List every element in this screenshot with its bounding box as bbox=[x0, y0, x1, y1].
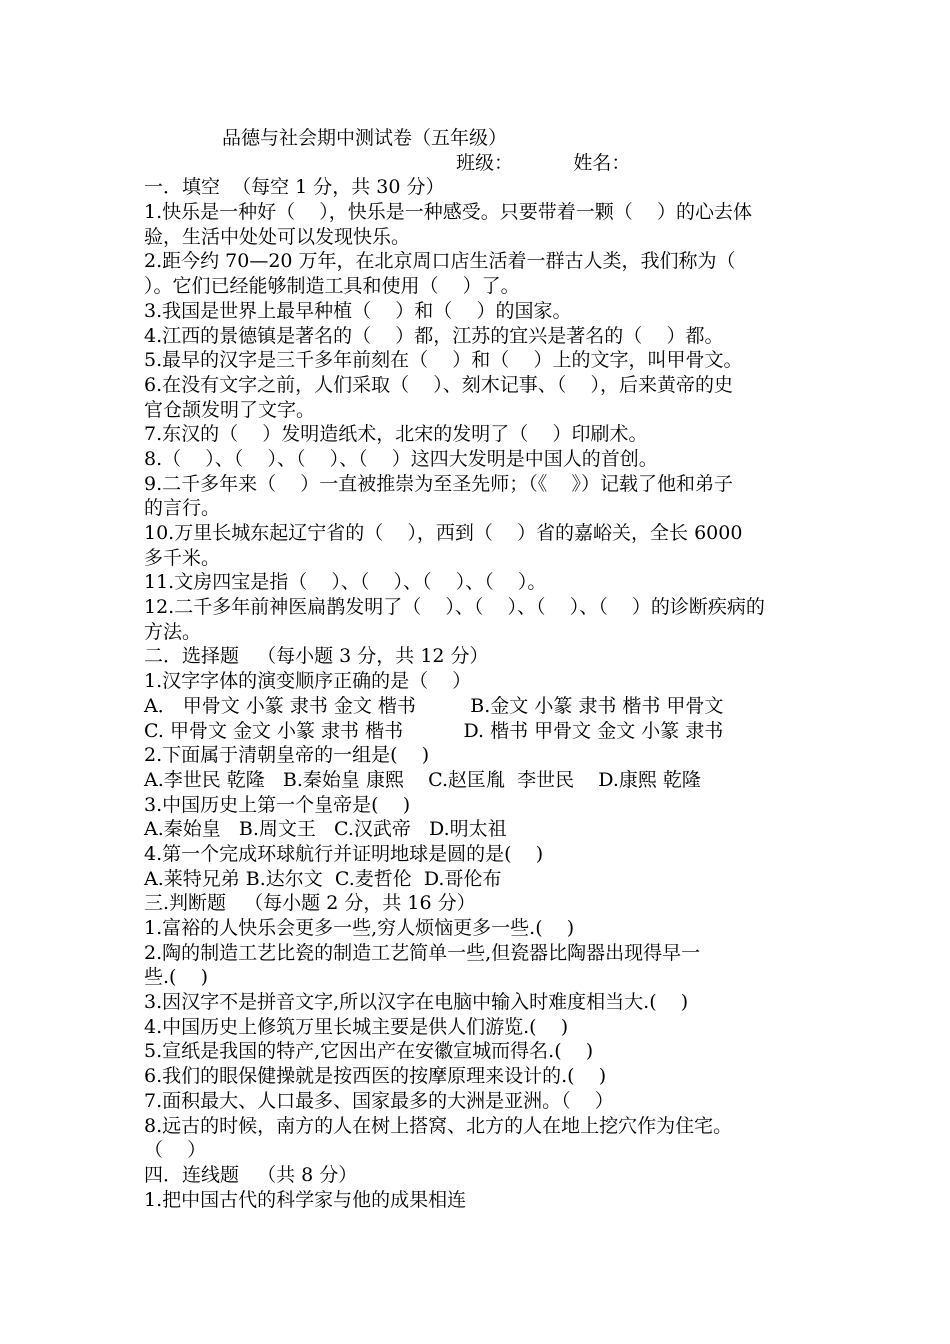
question-line: 2.距今约 70—20 万年，在北京周口店生活着一群古人类，我们称为（ bbox=[144, 250, 736, 273]
exam-title: 品德与社会期中测试卷（五年级） bbox=[222, 127, 508, 149]
question-line: 1.富裕的人快乐会更多一些,穷人烦恼更多一些.( ) bbox=[144, 917, 575, 939]
question-line: 些.( ) bbox=[144, 966, 209, 989]
question-line: 1.汉字字体的演变顺序正确的是（ ） bbox=[144, 670, 472, 693]
question-line: A.李世民 乾隆 B.秦始皇 康熙 C.赵匡胤 李世民 D.康熙 乾隆 bbox=[144, 768, 701, 791]
question-line: 10.万里长城东起辽宁省的（ ），西到（ ）省的嘉峪关，全长 6000 bbox=[144, 522, 743, 544]
question-line: 4.中国历史上修筑万里长城主要是供人们游览.( ) bbox=[144, 1015, 569, 1038]
question-line: 4.第一个完成环球航行并证明地球是圆的是( ) bbox=[144, 842, 544, 865]
question-line: 8.（ ）、（ ）、（ ）、（ ）这四大发明是中国人的首创。 bbox=[144, 447, 658, 470]
question-line: 6.在没有文字之前，人们采取（ ）、刻木记事、（ ），后来黄帝的史 bbox=[144, 373, 733, 396]
question-line: 12.二千多年前神医扁鹊发明了（ ）、（ ）、（ ）、（ ）的诊断疾病的 bbox=[144, 596, 765, 619]
question-line: 9.二千多年来（ ）一直被推崇为至圣先师；（《 》）记载了他和弟子 bbox=[144, 472, 733, 495]
question-line: 3.中国历史上第一个皇帝是( ) bbox=[144, 793, 411, 816]
question-line: 1.快乐是一种好（ ），快乐是一种感受。只要带着一颗（ ）的心去体 bbox=[144, 201, 752, 224]
question-line: 8.远古的时候，南方的人在树上搭窝、北方的人在地上挖穴作为住宅。 bbox=[144, 1114, 733, 1137]
question-line: A． 甲骨文 小篆 隶书 金文 楷书 B.金文 小篆 隶书 楷书 甲骨文 bbox=[144, 694, 724, 717]
question-line: A.秦始皇 B.周文王 C.汉武帝 D.明太祖 bbox=[144, 818, 507, 841]
question-line: 5.最早的汉字是三千多年前刻在（ ）和（ ）上的文字，叫甲骨文。 bbox=[144, 349, 743, 372]
question-line: 6.我们的眼保健操就是按西医的按摩原理来设计的.( ) bbox=[144, 1065, 607, 1088]
question-line: ）。它们已经能够制造工具和使用（ ）了。 bbox=[144, 275, 520, 298]
section-heading-matching: 四．连线题 （共 8 分） bbox=[144, 1163, 358, 1186]
section-heading-fill-blank: 一．填空 （每空 1 分，共 30 分） bbox=[144, 176, 445, 199]
question-line: C. 甲骨文 金文 小篆 隶书 楷书 D. 楷书 甲骨文 金文 小篆 隶书 bbox=[144, 719, 724, 742]
question-line: 多千米。 bbox=[144, 546, 221, 569]
question-line: （ ） bbox=[144, 1139, 207, 1162]
section-heading-multiple-choice: 二．选择题 （每小题 3 分，共 12 分） bbox=[144, 645, 489, 668]
question-line: 3.因汉字不是拼音文字,所以汉字在电脑中输入时难度相当大.( ) bbox=[144, 991, 689, 1014]
question-line: 7.东汉的（ ）发明造纸术，北宋的发明了（ ）印刷术。 bbox=[144, 423, 648, 446]
question-line: A.莱特兄弟 B.达尔文 C.麦哲伦 D.哥伦布 bbox=[144, 867, 502, 890]
question-line: 7.面积最大、人口最多、国家最多的大洲是亚洲。（ ） bbox=[144, 1089, 614, 1112]
question-line: 4.江西的景德镇是著名的（ ）都，江苏的宜兴是著名的（ ）都。 bbox=[144, 324, 724, 347]
question-line: 的言行。 bbox=[144, 497, 221, 520]
question-line: 验，生活中处处可以发现快乐。 bbox=[144, 225, 411, 248]
exam-content bbox=[144, 126, 810, 1212]
question-line: 11.文房四宝是指（ ）、（ ）、（ ）、（ ）。 bbox=[144, 571, 547, 594]
question-line: 方法。 bbox=[144, 620, 202, 643]
class-name-line: 班级： 姓名： bbox=[456, 151, 631, 174]
question-line: 2.陶的制造工艺比瓷的制造工艺简单一些,但瓷器比陶器出现得早一 bbox=[144, 941, 701, 964]
question-line: 3.我国是世界上最早种植（ ）和（ ）的国家。 bbox=[144, 299, 572, 322]
question-line: 5.宣纸是我国的特产,它因出产在安徽宣城而得名.( ) bbox=[144, 1040, 594, 1063]
section-heading-true-false: 三.判断题 （每小题 2 分，共 16 分） bbox=[144, 892, 476, 915]
question-line: 官仓颉发明了文字。 bbox=[144, 398, 316, 421]
question-line: 2.下面属于清朝皇帝的一组是( ) bbox=[144, 744, 430, 767]
question-line: 1.把中国古代的科学家与他的成果相连 bbox=[144, 1188, 467, 1211]
